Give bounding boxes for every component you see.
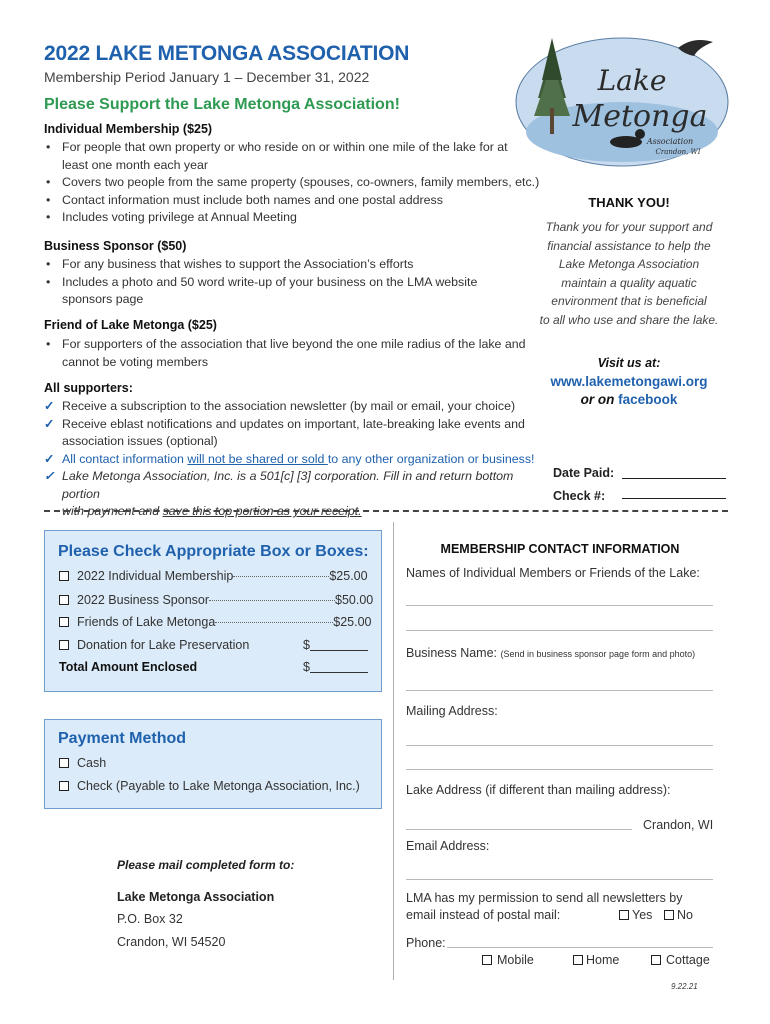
mail-to-heading: Please mail completed form to: (117, 858, 295, 872)
email-field[interactable] (406, 879, 713, 880)
business-name-field[interactable] (406, 690, 713, 691)
facebook-line: or on facebook (580, 392, 678, 407)
lake-address-label: Lake Address (if different than mailing address): (406, 783, 671, 797)
logo-word-metonga: Metonga (572, 99, 708, 134)
individual-list (44, 139, 544, 227)
mail-po-box: P.O. Box 32 (117, 912, 183, 926)
logo-word-lake: Lake (597, 64, 667, 97)
date-paid-label: Date Paid: (553, 466, 615, 480)
names-label: Names of Individual Members or Friends of the Lake: (406, 566, 700, 580)
checkbox[interactable] (59, 617, 69, 627)
list-item: ✓ All contact information will not be shared or sold to any other organization or business! (44, 451, 544, 469)
facebook-link[interactable]: facebook (618, 392, 678, 407)
option-donation[interactable]: Donation for Lake Preservation (59, 638, 249, 652)
list-item: ✓ Lake Metonga Association, Inc. is a 501[c] [3] corporation. Fill in and return bottom portion (44, 469, 514, 501)
list-item: ✓ Receive a subscription to the association newsletter (by mail or email, your choice) (44, 398, 544, 416)
column-divider (393, 522, 394, 980)
list-item: • Includes voting privilege at Annual Meeting (46, 210, 297, 224)
friend-list (44, 336, 544, 371)
checkbox[interactable] (59, 595, 69, 605)
website-link[interactable]: www.lakemetongawi.org (550, 374, 708, 389)
payment-method-box (44, 719, 382, 809)
email-label: Email Address: (406, 839, 490, 853)
total-amount-field[interactable]: $ (303, 660, 368, 674)
names-field-line-2[interactable] (406, 630, 713, 631)
permission-line-2: email instead of postal mail: (406, 908, 561, 922)
options-heading: Please Check Appropriate Box or Boxes: (58, 543, 369, 560)
names-field-line-1[interactable] (406, 605, 713, 606)
option-friend[interactable]: Friends of Lake Metonga $25.00 (59, 615, 372, 629)
list-item: • Covers two people from the same property (spouses, co-owners, family members, etc.) (46, 175, 540, 189)
lake-city-text: Crandon, WI (643, 818, 714, 832)
supporters-list (44, 398, 544, 521)
logo-word-association: Association (646, 137, 694, 146)
phone-mobile[interactable]: Mobile (482, 953, 534, 967)
checkmark-icon: ✓ (44, 469, 55, 483)
checkbox[interactable] (651, 955, 661, 965)
mailing-address-line-1[interactable] (406, 745, 713, 746)
page-title: 2022 LAKE METONGA ASSOCIATION (44, 42, 410, 65)
checkbox[interactable] (59, 571, 69, 581)
list-item: • Includes a photo and 50 word write-up of your business on the LMA website (46, 274, 478, 289)
business-heading: Business Sponsor ($50) (44, 239, 187, 253)
payment-check-option[interactable]: Check (Payable to Lake Metonga Association, Inc.) (59, 779, 360, 793)
permission-no[interactable]: No (664, 908, 693, 922)
mailing-address-line-2[interactable] (406, 769, 713, 770)
list-item: • Contact information must include both names and one postal address (46, 192, 443, 207)
lake-address-field[interactable] (406, 829, 632, 830)
phone-label: Phone: (406, 936, 446, 950)
option-business[interactable]: 2022 Business Sponsor $50.00 (59, 593, 373, 607)
check-number-label: Check #: (553, 489, 606, 503)
phone-field[interactable] (447, 947, 713, 948)
list-item: • For supporters of the association that live beyond the one mile radius of the lake and (46, 337, 526, 351)
logo-word-crandon: Crandon, WI (655, 148, 701, 156)
visit-label: Visit us at: (597, 356, 661, 370)
list-item: • For any business that wishes to support the Association’s efforts (46, 257, 414, 271)
phone-home[interactable]: Home (573, 953, 619, 967)
permission-line-1: LMA has my permission to send all newsletters by (406, 891, 683, 905)
list-item: • For people that own property or who reside on or within one mile of the lake for at (46, 140, 508, 154)
checkbox[interactable] (482, 955, 492, 965)
phone-cottage[interactable]: Cottage (651, 953, 710, 967)
support-heading: Please Support the Lake Metonga Association! (44, 96, 400, 113)
mailing-address-label: Mailing Address: (406, 704, 498, 718)
thank-you-text: Thank you for your support and financial assistance to help the Lake Metonga Association maintain a quality aquatic environment that is beneficial to all who use and share the lake. (539, 220, 719, 327)
membership-period: Membership Period January 1 – December 31, 2022 (44, 69, 370, 85)
list-item: association issues (optional) (62, 434, 218, 448)
list-item: cannot be voting members (62, 354, 209, 369)
option-individual[interactable]: 2022 Individual Membership $25.00 (59, 569, 368, 583)
list-item: sponsors page (62, 292, 144, 306)
mail-city: Crandon, WI 54520 (117, 935, 226, 949)
payment-heading: Payment Method (58, 730, 187, 747)
total-label: Total Amount Enclosed (59, 660, 198, 674)
checkmark-icon: ✓ (44, 399, 55, 413)
check-number-field[interactable] (622, 498, 726, 499)
checkbox[interactable] (59, 758, 69, 768)
business-name-label: Business Name: (Send in business sponsor page form and photo) (406, 646, 696, 660)
checkbox[interactable] (573, 955, 583, 965)
checkbox[interactable] (59, 781, 69, 791)
checkmark-icon: ✓ (44, 451, 55, 466)
version-code: 9.22.21 (671, 982, 698, 991)
list-item: with payment and save this top portion as your receipt. (62, 504, 362, 518)
individual-heading: Individual Membership ($25) (44, 122, 213, 136)
checkmark-icon: ✓ (44, 416, 55, 431)
business-list (44, 256, 524, 309)
list-item: least one month each year (62, 157, 209, 172)
donation-amount-field[interactable]: $ (303, 638, 368, 652)
permission-yes[interactable]: Yes (619, 908, 652, 922)
payment-cash-option[interactable]: Cash (59, 756, 106, 770)
friend-heading: Friend of Lake Metonga ($25) (44, 318, 217, 332)
cut-line (44, 510, 728, 512)
supporters-heading: All supporters: (44, 381, 133, 395)
checkbox[interactable] (664, 910, 674, 920)
thank-you-heading: THANK YOU! (588, 195, 670, 210)
date-paid-field[interactable] (622, 478, 726, 479)
list-item: ✓ Receive eblast notifications and updates on important, late-breaking lake events and (44, 416, 544, 434)
membership-options-box (44, 530, 382, 692)
checkbox[interactable] (59, 640, 69, 650)
contact-info-heading: MEMBERSHIP CONTACT INFORMATION (440, 542, 680, 556)
mail-org-name: Lake Metonga Association (117, 890, 275, 904)
checkbox[interactable] (619, 910, 629, 920)
